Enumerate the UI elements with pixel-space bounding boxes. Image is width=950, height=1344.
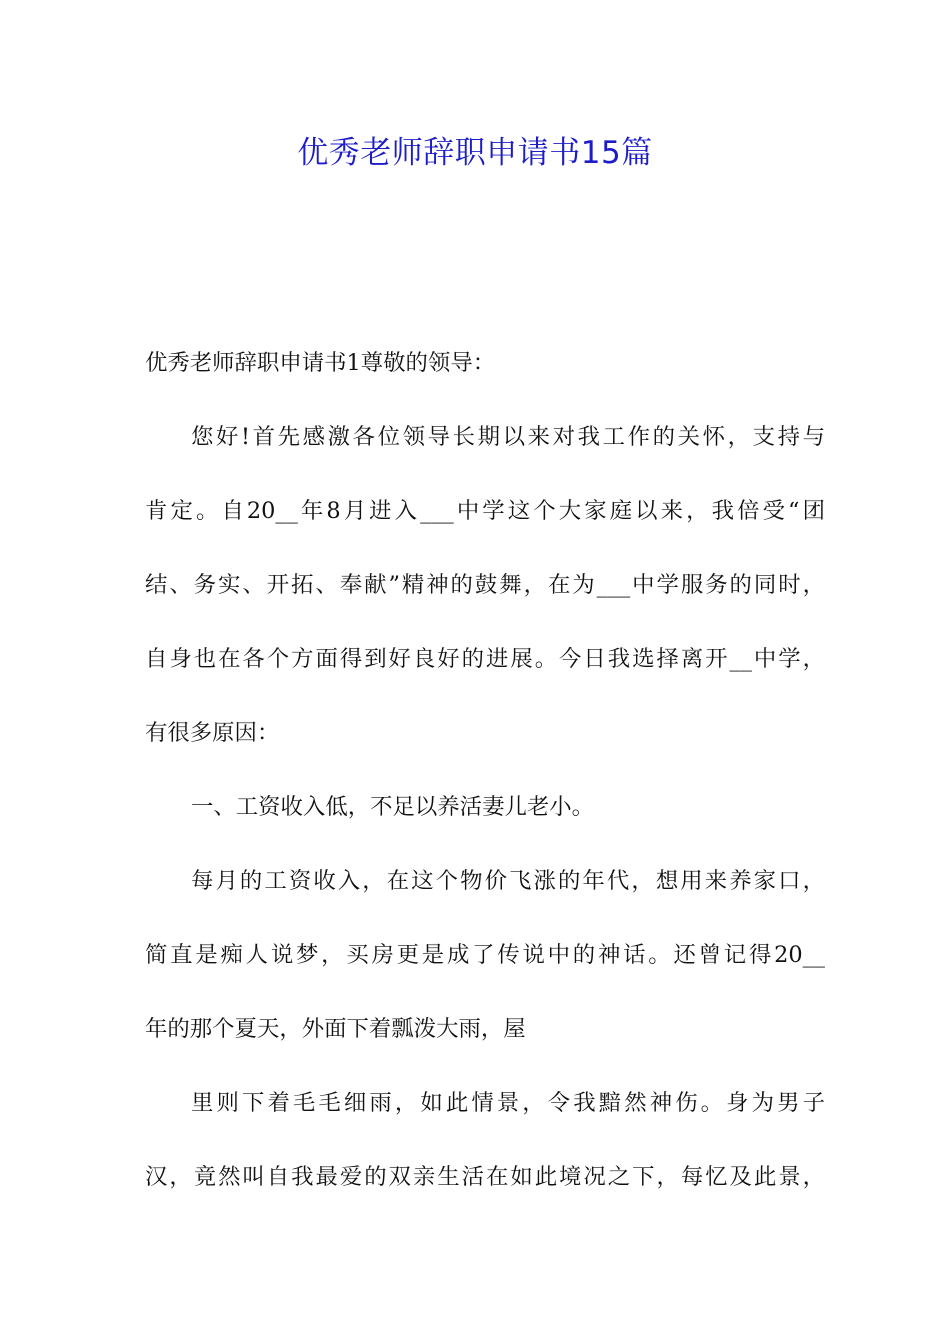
body-line: 肯定。自20__年8月进入___中学这个大家庭以来，我倍受“团 (145, 498, 825, 524)
body-line: 里则下着毛毛细雨，如此情景，令我黯然神伤。身为男子 (191, 1090, 825, 1116)
document-title: 优秀老师辞职申请书15篇 (297, 135, 653, 171)
body-line: 您好!首先感激各位领导长期以来对我工作的关怀，支持与 (191, 424, 825, 450)
body-line-salutation: 优秀老师辞职申请书1尊敬的领导： (145, 350, 496, 376)
body-line: 每月的工资收入，在这个物价飞涨的年代，想用来养家口， (191, 868, 825, 894)
body-line: 结、务实、开拓、奉献”精神的鼓舞，在为___中学服务的同时， (145, 572, 825, 598)
body-line: 有很多原因： (145, 720, 280, 746)
body-line: 汉，竟然叫自我最爱的双亲生活在如此境况之下，每忆及此景， (145, 1164, 825, 1190)
body-line-heading: 一、工资收入低，不足以养活妻儿老小。 (191, 794, 595, 820)
body-line: 年的那个夏天，外面下着瓢泼大雨，屋 (145, 1016, 526, 1042)
body-line: 自身也在各个方面得到好良好的进展。今日我选择离开__中学， (145, 646, 825, 672)
body-line: 简直是痴人说梦，买房更是成了传说中的神话。还曾记得20__ (145, 942, 825, 968)
document-body (145, 337, 825, 1225)
